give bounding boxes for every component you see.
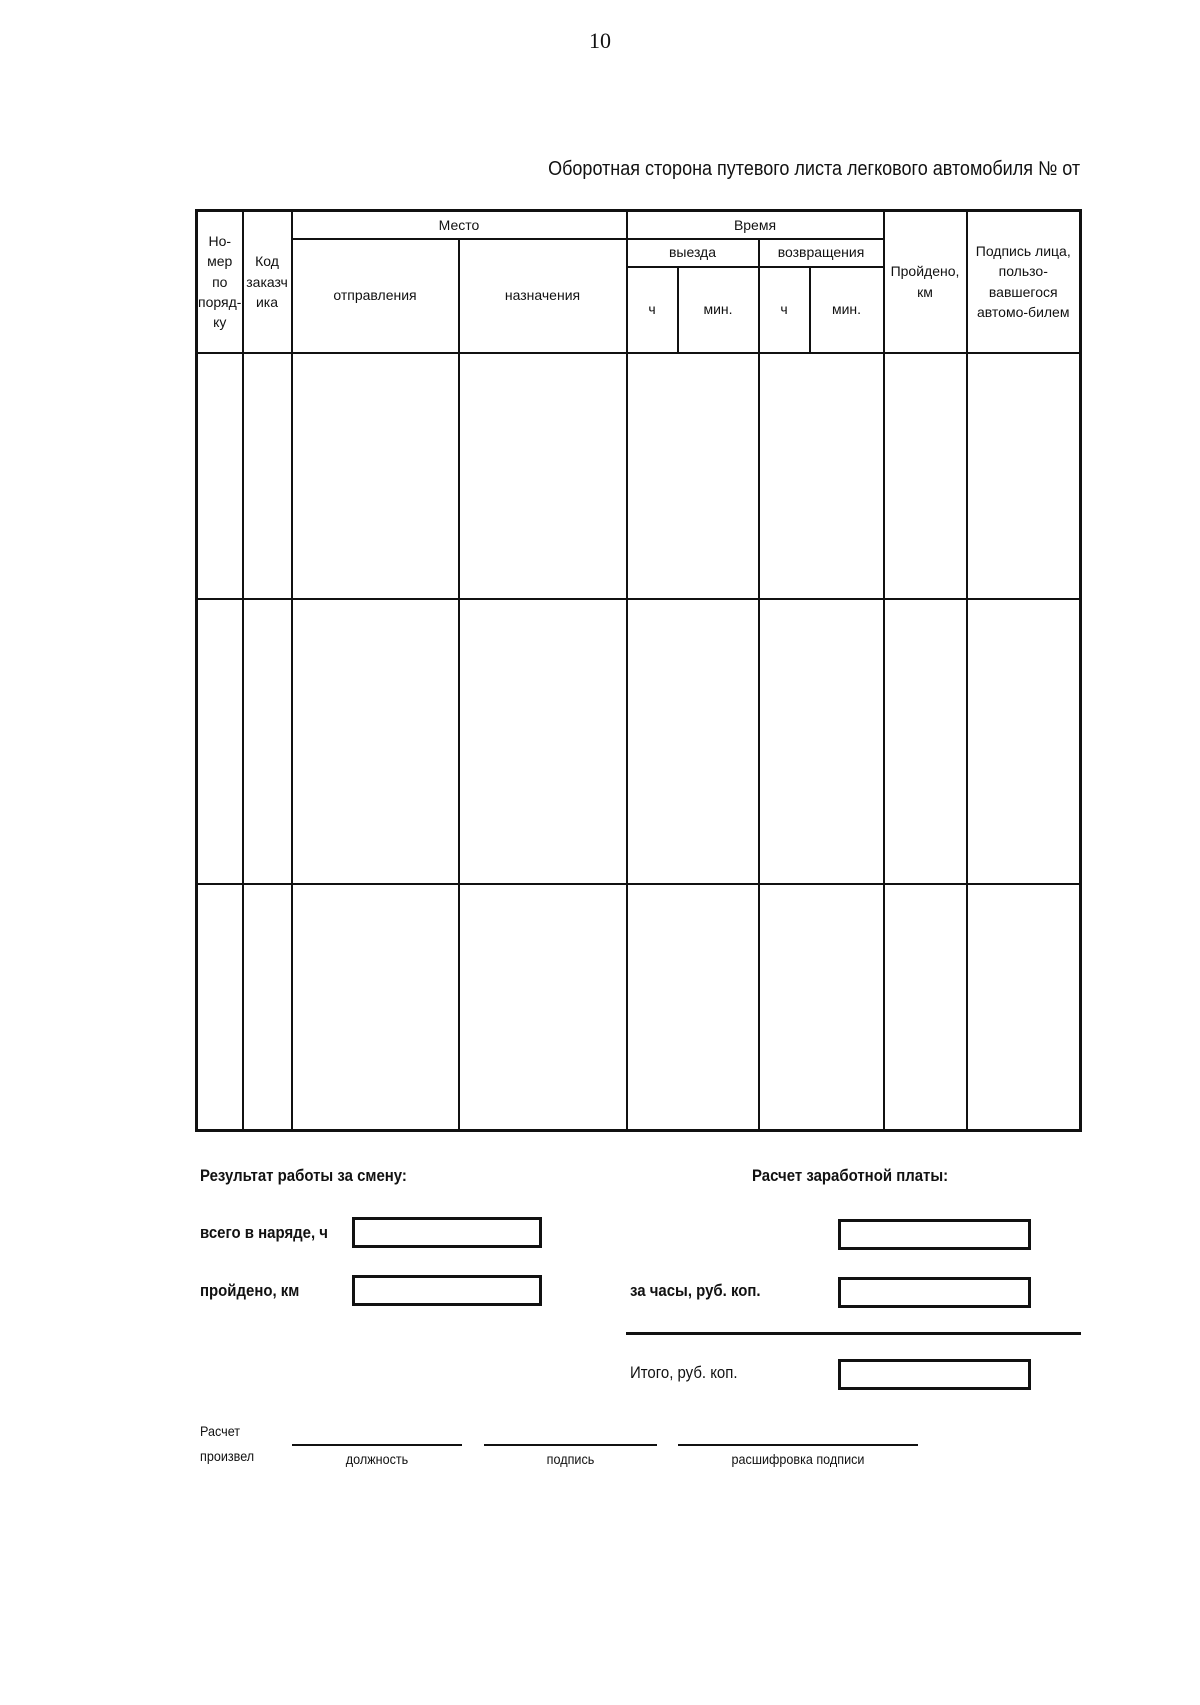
cell-number[interactable] <box>197 884 243 1131</box>
distance-input[interactable] <box>352 1275 542 1306</box>
cell-return-time[interactable] <box>759 599 884 884</box>
cell-distance[interactable] <box>884 884 967 1131</box>
total-hours-input[interactable] <box>352 1217 542 1248</box>
cell-customer-code[interactable] <box>243 884 292 1131</box>
total-divider <box>626 1332 1081 1335</box>
cell-number[interactable] <box>197 353 243 599</box>
cell-signature[interactable] <box>967 353 1081 599</box>
header-distance: Пройдено, км <box>884 211 967 353</box>
total-label: Итого, руб. коп. <box>630 1363 738 1382</box>
signature-decoding-caption: расшифровка подписи <box>731 1451 865 1467</box>
cell-number[interactable] <box>197 599 243 884</box>
header-signature: Подпись лица, пользо- вавшегося автомо-билем <box>967 211 1081 353</box>
cell-departure-place[interactable] <box>292 353 459 599</box>
total-input[interactable] <box>838 1359 1031 1390</box>
header-exit: выезда <box>627 239 759 267</box>
header-exit-hours: ч <box>627 267 678 353</box>
cell-return-time[interactable] <box>759 884 884 1131</box>
signature-decoding-line[interactable] <box>678 1444 918 1446</box>
header-time: Время <box>627 211 884 239</box>
calc-label-line2: произвел <box>200 1448 255 1464</box>
signature-caption: подпись <box>546 1451 595 1467</box>
page-number: 10 <box>589 28 611 53</box>
cell-departure-place[interactable] <box>292 599 459 884</box>
header-return: возвращения <box>759 239 884 267</box>
cell-return-time[interactable] <box>759 353 884 599</box>
signature-line[interactable] <box>484 1444 657 1446</box>
cell-departure-place[interactable] <box>292 884 459 1131</box>
header-return-hours: ч <box>759 267 810 353</box>
cell-signature[interactable] <box>967 884 1081 1131</box>
header-exit-minutes: мин. <box>678 267 759 353</box>
waybill-table <box>195 209 1082 1132</box>
position-caption: должность <box>345 1451 409 1467</box>
table-row <box>197 884 1081 1131</box>
header-row-1 <box>197 211 1081 239</box>
hours-pay-input[interactable] <box>838 1277 1031 1308</box>
salary-section-title: Расчет заработной платы: <box>752 1166 949 1185</box>
header-customer-code: Код заказч ика <box>243 211 292 353</box>
position-line[interactable] <box>292 1444 462 1446</box>
header-departure-place: отправления <box>292 239 459 353</box>
cell-exit-time[interactable] <box>627 353 759 599</box>
cell-distance[interactable] <box>884 353 967 599</box>
cell-exit-time[interactable] <box>627 884 759 1131</box>
header-return-minutes: мин. <box>810 267 884 353</box>
cell-signature[interactable] <box>967 599 1081 884</box>
cell-exit-time[interactable] <box>627 599 759 884</box>
header-destination-place: назначения <box>459 239 627 353</box>
result-section-title: Результат работы за смену: <box>200 1166 407 1185</box>
cell-destination-place[interactable] <box>459 353 627 599</box>
table-row <box>197 599 1081 884</box>
document-title: Оборотная сторона путевого листа легкового автомобиля № от <box>547 158 1080 180</box>
total-hours-label: всего в наряде, ч <box>200 1223 328 1242</box>
cell-customer-code[interactable] <box>243 353 292 599</box>
header-number: Но- мер по поряд- ку <box>197 211 243 353</box>
cell-distance[interactable] <box>884 599 967 884</box>
table-row <box>197 353 1081 599</box>
calc-label-line1: Расчет <box>200 1423 241 1439</box>
hours-pay-label: за часы, руб. коп. <box>630 1281 761 1300</box>
cell-destination-place[interactable] <box>459 884 627 1131</box>
salary-top-input[interactable] <box>838 1219 1031 1250</box>
distance-label: пройдено, км <box>200 1281 300 1300</box>
header-place: Место <box>292 211 627 239</box>
cell-destination-place[interactable] <box>459 599 627 884</box>
cell-customer-code[interactable] <box>243 599 292 884</box>
